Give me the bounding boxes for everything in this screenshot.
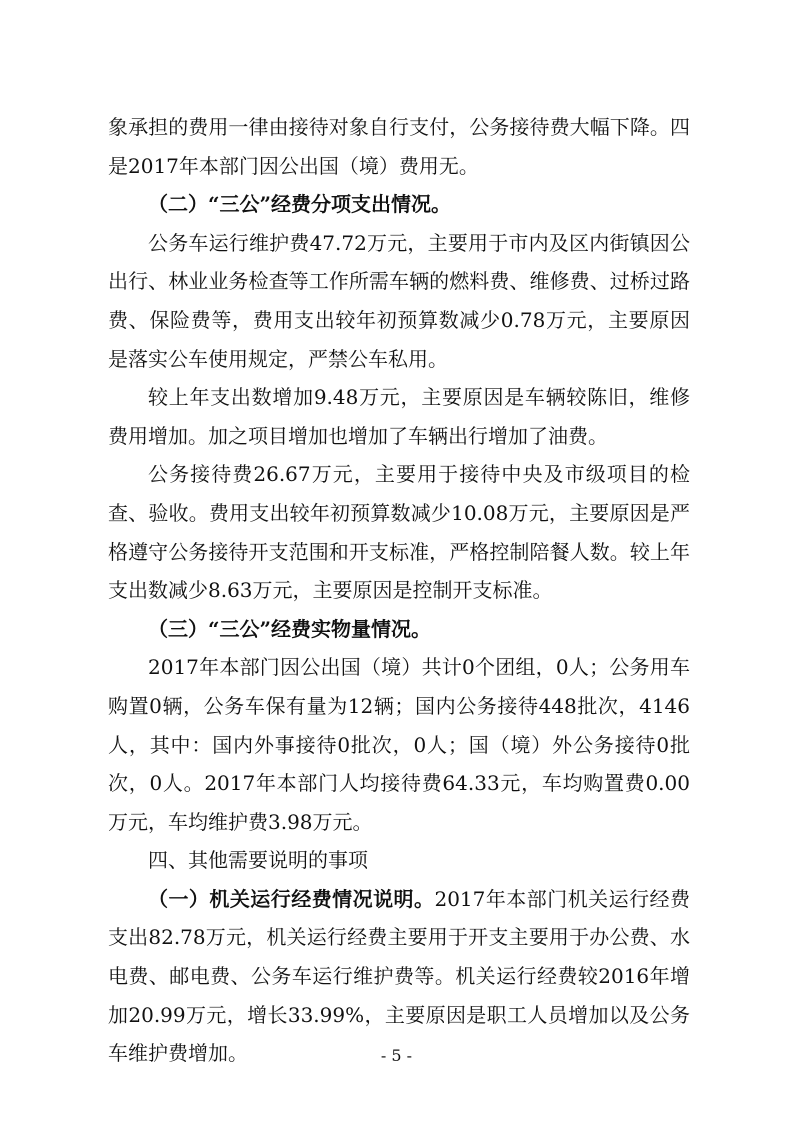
operating-expense-lead: （一）机关运行经费情况说明。 [148,886,435,911]
body-text [108,108,690,1073]
heading-other-matters: 四、其他需要说明的事项 [148,848,368,873]
paragraph-physical-quantities: 2017年本部门因公出国（境）共计0个团组，0人；公务用车购置0辆，公务车保有量为12辆；国内公务接待448批次，4146人，其中：国内外事接待0批次，0人；国（境）外公务接待0批次，0人。2017年本部门人均接待费64.33元，车均购置费0.00万元，车均维护费3.98万元。 [108,655,690,834]
page-number: - 5 - [380,1046,413,1065]
paragraph-reception-expense: 公务接待费26.67万元，主要用于接待中央及市级项目的检查、验收。费用支出较年初预算数减少10.08万元，主要原因是严格遵守公务接待开支范围和开支标准，严格控制陪餐人数。较上年支出数减少8.63万元，主要原因是控制开支标准。 [108,462,690,603]
paragraph-operating-expense [108,880,690,1073]
heading-sangong-itemized: （二）“三公”经费分项支出情况。 [148,192,452,217]
paragraph-vehicle-maintenance: 公务车运行维护费47.72万元，主要用于市内及区内街镇因公出行、林业业务检查等工作所需车辆的燃料费、维修费、过桥过路费、保险费等，费用支出较年初预算数减少0.78万元，主要原因是落实公车使用规定，严禁公车私用。 [108,230,690,371]
paragraph-continued-text: 象承担的费用一律由接待对象自行支付，公务接待费大幅下降。四是2017年本部门因公出国（境）费用无。 [108,115,690,178]
operating-expense-text: 2017年本部门机关运行经费支出82.78万元，机关运行经费主要用于开支主要用于办公费、水电费、邮电费、公务车运行维护费等。机关运行经费较2016年增加20.99万元，增长33.99%，主要原因是职工人员增加以及公务车维护费增加。 [108,886,691,1066]
paragraph-vehicle-year-comparison: 较上年支出数增加9.48万元，主要原因是车辆较陈旧，维修费用增加。加之项目增加也增加了车辆出行增加了油费。 [108,385,690,448]
heading-sangong-physical: （三）“三公”经费实物量情况。 [148,616,432,641]
